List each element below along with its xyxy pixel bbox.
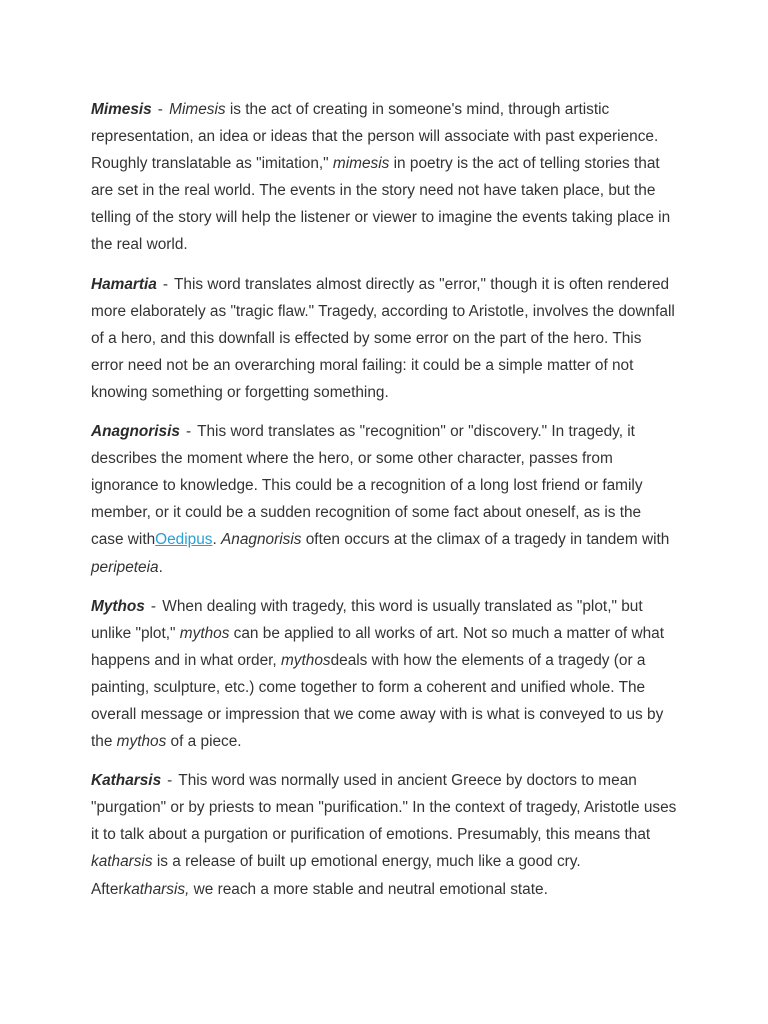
emphasis: katharsis: [91, 853, 153, 871]
entry-hamartia: [91, 271, 677, 406]
term-heading: Anagnorisis: [91, 423, 180, 441]
term-separator: -: [185, 423, 192, 441]
entry-mimesis: [91, 96, 677, 259]
body-text: This word translates almost directly as "error," though it is often rendered more elaborately as "tragic flaw." Tragedy, according to Aristotle, involves the downfall of a hero, and this downfall is effected by some error on the part of the hero. This error need not be an overarching moral failing: it could be a simple matter of not knowing something or forgetting something.: [91, 275, 675, 401]
entry-mythos: [91, 593, 677, 756]
emphasis: mythos: [116, 733, 167, 751]
term-separator: -: [162, 275, 169, 293]
body-text: deals with how the elements of a tragedy (or a painting, sculpture, etc.) come together to form a coherent and unified whole. The overall message or impression that we come away with is what is conveyed to us by the: [91, 651, 664, 751]
emphasis: Mimesis: [169, 101, 226, 118]
emphasis: mimesis: [332, 155, 390, 173]
entry-katharsis: [91, 767, 677, 902]
emphasis: Anagnorisis: [221, 531, 302, 549]
term-separator: -: [167, 772, 173, 790]
term-heading: Katharsis: [91, 772, 162, 790]
body-text: of a piece.: [166, 733, 242, 751]
term-heading: Mythos: [91, 597, 145, 615]
body-text: in poetry is the act of telling stories that are set in the real world. The events in the story need not have taken place, but the telling of the story will help the listener or viewer to imagine the events taking place in the real world.: [91, 155, 671, 254]
body-text: .: [212, 531, 222, 549]
emphasis: mythos: [280, 651, 331, 669]
term-separator: -: [150, 597, 157, 615]
body-text: is the act of creating in someone's mind, through artistic representation, an idea or ideas that the person will associate with past experience. Roughly translatable as "imitation,": [91, 101, 659, 173]
emphasis: katharsis,: [123, 880, 190, 898]
term-separator: -: [157, 101, 163, 118]
body-text: we reach a more stable and neutral emotional state.: [189, 880, 548, 898]
oedipus-link[interactable]: Oedipus: [155, 531, 213, 549]
body-text: can be applied to all works of art. Not so much a matter of what happens and in what order,: [91, 624, 664, 669]
body-text: is a release of built up emotional energy, much like a good cry. After: [91, 853, 581, 898]
body-text: .: [158, 558, 163, 576]
body-text: When dealing with tragedy, this word is usually translated as "plot," but unlike "plot,": [91, 597, 643, 642]
term-heading: Mimesis: [91, 101, 152, 118]
body-text: often occurs at the climax of a tragedy in tandem with: [301, 531, 670, 549]
body-text: This word translates as "recognition" or "discovery." In tragedy, it describes the moment where the hero, or some other character, passes from ignorance to knowledge. This could be a recognition of a long lost friend or family member, or it could be a sudden recognition of some fact about oneself, as is the case with: [91, 423, 643, 549]
emphasis: mythos: [179, 624, 230, 642]
term-heading: Hamartia: [91, 275, 157, 293]
emphasis: peripeteia: [91, 558, 159, 576]
body-text: This word was normally used in ancient Greece by doctors to mean "purgation" or by priests to mean "purification." In the context of tragedy, Aristotle uses it to talk about a purgation or purification of emotions. Presumably, this means that: [91, 772, 677, 844]
entry-anagnorisis: [91, 418, 677, 581]
document-body: [91, 96, 677, 915]
